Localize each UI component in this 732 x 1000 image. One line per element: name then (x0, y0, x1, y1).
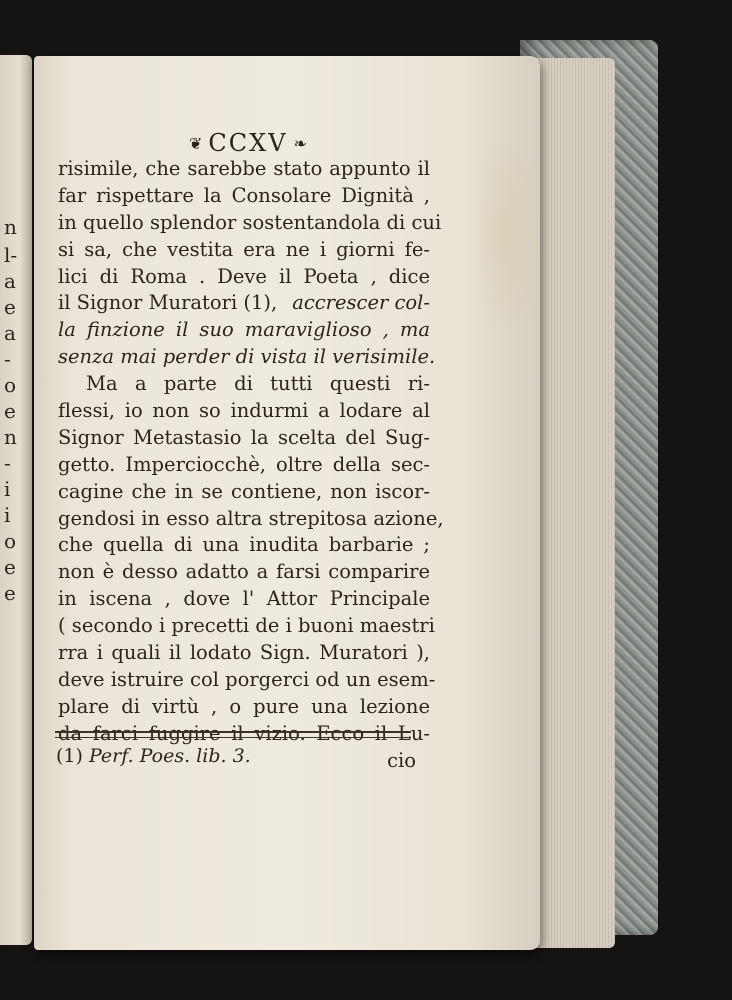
text-line: plare di virtù , o pure una lezione (58, 694, 430, 718)
text-line (58, 290, 430, 317)
text-line: ( secondo i precetti de i buoni maestri (58, 614, 435, 638)
text-line: lici di Roma . Deve il Poeta , dice (58, 264, 430, 288)
footnote-text: Perf. Poes. lib. 3. (88, 745, 251, 767)
left-page-fragment: e (4, 581, 16, 605)
left-page-fragment: - (4, 347, 11, 371)
ornament-left-icon: ❦ (189, 133, 203, 153)
text-line: risimile, che sarebbe stato appunto il (58, 157, 430, 180)
text-line: gendosi in esso altra strepitosa azione, (58, 506, 444, 530)
text-line-italic: la finzione il suo maraviglioso , ma (58, 318, 430, 342)
text-line: che quella di una inudita barbarie ; (58, 533, 430, 557)
text-line: deve istruire col porgerci od un esem- (58, 667, 436, 691)
footnote-marker: (1) (56, 745, 83, 767)
text-line: far rispettare la Consolare Dignità , (58, 183, 430, 207)
left-page-fragment: i (4, 477, 11, 501)
left-page-edge (0, 55, 32, 945)
page-stain (470, 120, 540, 350)
text-line: getto. Imperciocchè, oltre della sec- (58, 452, 430, 476)
left-page-fragment: o (4, 529, 17, 553)
text-line: Signor Metastasio la scelta del Sug- (58, 425, 430, 449)
left-page-fragment: e (4, 555, 16, 579)
left-page-fragment: e (4, 295, 16, 319)
left-page-fragment: e (4, 399, 16, 423)
text-line: non è desso adatto a farsi comparire (58, 560, 430, 584)
page-header (168, 128, 328, 158)
footnote-rule (55, 731, 411, 738)
body-text (58, 156, 444, 774)
text-line: in iscena , dove l' Attor Principale (58, 587, 430, 611)
text-line: rra i quali il lodato Sign. Muratori ), (58, 641, 430, 665)
text-line-paragraph-start: Ma a parte di tutti questi ri- (86, 372, 430, 396)
text-line-roman: il Signor Muratori (1), (58, 291, 278, 315)
left-page-fragment: a (4, 269, 16, 293)
left-page-fragment: a (4, 321, 16, 345)
text-line-italic: accrescer col- (292, 291, 430, 315)
text-line: si sa, che vestita era ne i giorni fe- (58, 237, 430, 261)
left-page-fragment: n (4, 215, 17, 239)
text-line: da farci fuggire il vizio. Ecco il Lu- (58, 721, 430, 745)
left-page-fragment: o (4, 373, 17, 397)
footnote (56, 745, 251, 767)
left-page-fragment: l- (4, 243, 18, 267)
page-number-roman: CCXV (208, 129, 288, 157)
catchword: cio (387, 748, 416, 772)
left-page-fragment: n (4, 425, 17, 449)
text-line: in quello splendor sostentandola di cui (58, 210, 442, 234)
text-line: flessi, io non so indurmi a lodare al (58, 399, 430, 423)
left-page-fragment: i (4, 503, 11, 527)
text-line-italic: senza mai perder di vista il verisimile. (58, 345, 436, 369)
left-page-fragment: - (4, 451, 11, 475)
text-line: cagine che in se contiene, non iscor- (58, 479, 430, 503)
ornament-right-icon: ❧ (293, 133, 307, 153)
